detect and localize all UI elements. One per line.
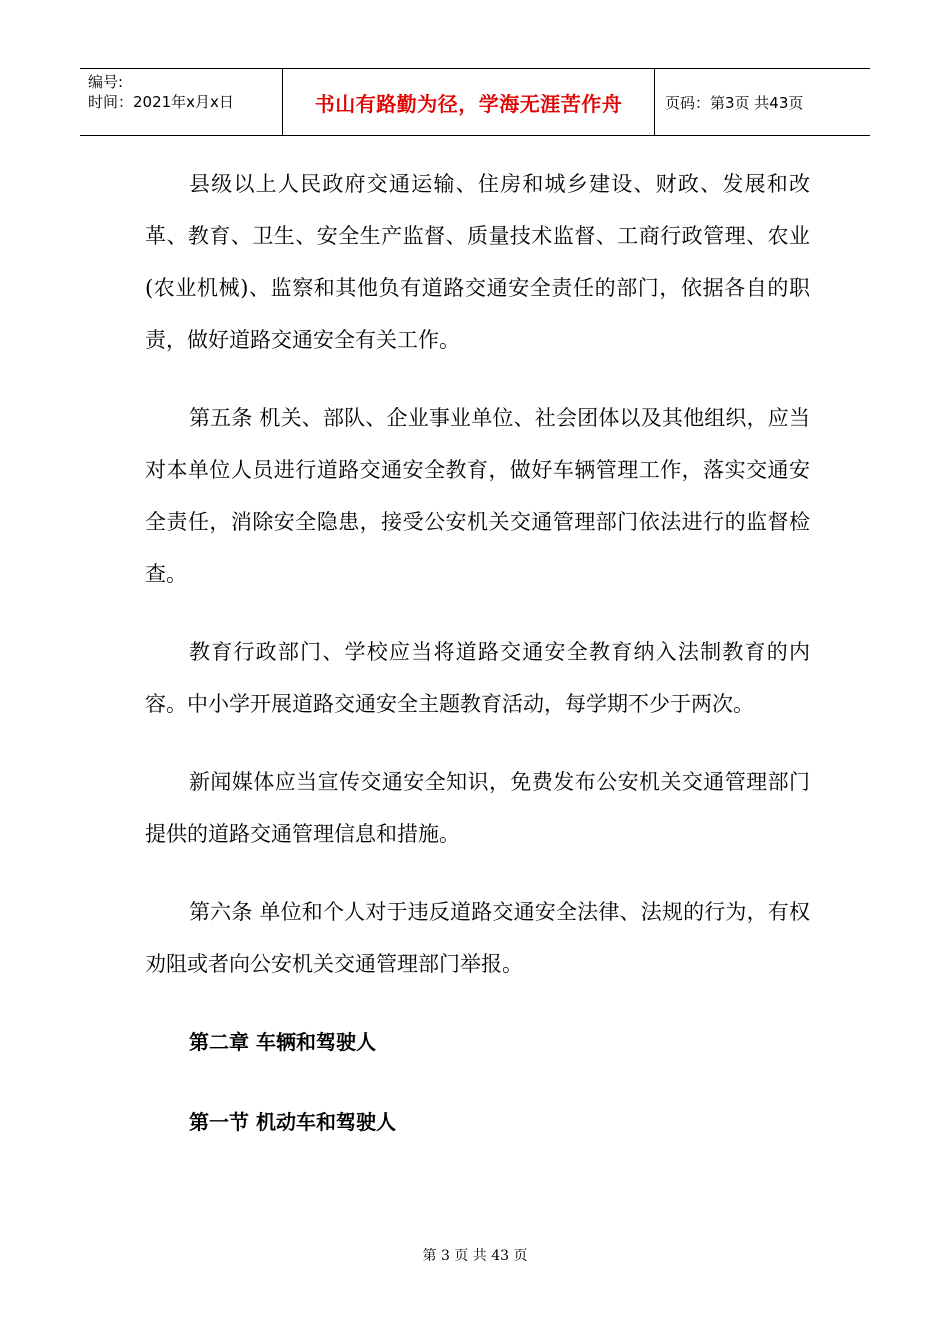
paragraph: 第五条 机关、部队、企业事业单位、社会团体以及其他组织，应当对本单位人员进行道路交通安全教育，做好车辆管理工作，落实交通安全责任，消除安全隐患，接受公安机关交通管理部门依法进行的监督检查。 [145, 406, 810, 586]
page-footer: 第 3 页 共 43 页 [422, 1248, 528, 1264]
chapter-heading: 第二章 车辆和驾驶人 [189, 1030, 376, 1054]
section-heading: 第一节 机动车和驾驶人 [189, 1110, 396, 1134]
header-motto: 书山有路勤为径，学海无涯苦作舟 [282, 69, 655, 135]
document-body [145, 158, 810, 1176]
time-label: 时间：2021年x月x日 [88, 93, 234, 111]
number-label: 编号: [88, 73, 124, 91]
header-page-info: 页码：第3页 共43页 [665, 93, 804, 112]
paragraph: 新闻媒体应当宣传交通安全知识，免费发布公安机关交通管理部门提供的道路交通管理信息和措施。 [145, 770, 810, 846]
paragraph: 教育行政部门、学校应当将道路交通安全教育纳入法制教育的内容。中小学开展道路交通安全主题教育活动，每学期不少于两次。 [145, 640, 810, 716]
paragraph: 第六条 单位和个人对于违反道路交通安全法律、法规的行为，有权劝阻或者向公安机关交通管理部门举报。 [145, 900, 810, 976]
page-header [80, 68, 870, 136]
header-meta [80, 69, 282, 135]
paragraph: 县级以上人民政府交通运输、住房和城乡建设、财政、发展和改革、教育、卫生、安全生产监督、质量技术监督、工商行政管理、农业(农业机械)、监察和其他负有道路交通安全责任的部门，依据各自的职责，做好道路交通安全有关工作。 [145, 172, 810, 352]
